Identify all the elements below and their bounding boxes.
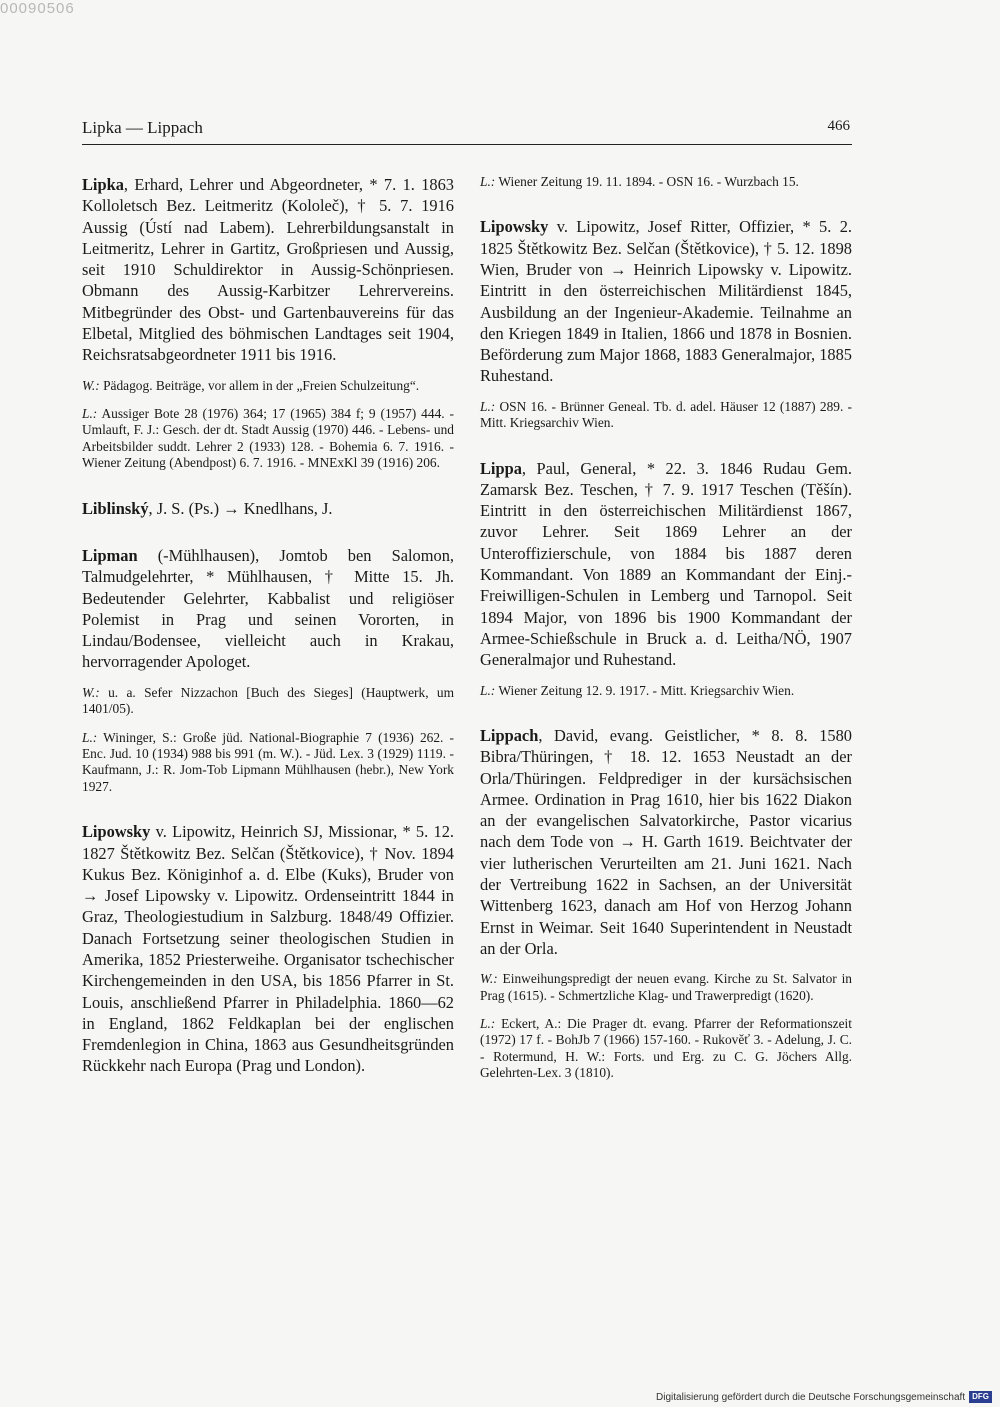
- page-number: 466: [827, 118, 850, 134]
- note-text: u. a. Sefer Nizzachon [Buch des Sieges] (Hauptwerk, um 1401/05).: [82, 684, 454, 717]
- running-head: Lipka — Lippach: [82, 118, 203, 137]
- footer: [656, 1391, 992, 1403]
- note-text: OSN 16. - Brünner Geneal. Tb. d. adel. Häuser 12 (1887) 289. - Mitt. Kriegsarchiv Wien.: [480, 398, 852, 431]
- entry-body: [82, 498, 454, 519]
- entry-text: , Paul, General, * 22. 3. 1846 Rudau Gem. Zamarsk Bez. Teschen, † 7. 9. 1917 Teschen (Těšín). Eintritt in den österreichischen Militärdienst 1867, zuvor Lehrer. Seit 1869 Lehrer an der Unteroffizierschule, von 1884 bis 1887 deren Kommandant. Von 1889 an Kommandant der Einj.-Freiwilligen-Schulen in Lemberg und Tarnopol. Seit 1894 Major, von 1896 bis 1900 Kommandant der Armee-Schießschule in Bruck a. d. Leitha/NÖ, 1907 Generalmajor und Ruhestand.: [480, 458, 852, 670]
- dictionary-entry: [82, 545, 454, 795]
- entry-note: [480, 1016, 852, 1082]
- dictionary-entry: [82, 498, 454, 519]
- entry-note: [480, 399, 852, 432]
- entry-text: , Erhard, Lehrer und Abgeordneter, * 7. 1. 1863 Kolloletsch Bez. Leitmeritz (Kololeč), † 5. 7. 1916 Aussig (Ústí nad Labem). Lehrerbildungsanstalt in Leitmeritz, Lehrer in Gartitz, Großpriesen und Aussig, seit 1910 Schuldirektor in Aussig-Schönpriesen. Obmann des Aussig-Karbitzer Lehrervereins. Mitbegründer des Obst- und Gartenbauvereins für das Elbetal, Mitglied des böhmischen Landtages seit 1904, Reichsratsabgeordneter 1911 bis 1916.: [82, 175, 454, 365]
- right-column: [480, 174, 852, 1108]
- entry-body: [82, 545, 454, 673]
- entry-note: [82, 378, 454, 394]
- note-label: L.:: [480, 682, 496, 698]
- dictionary-entry: [82, 174, 454, 472]
- entry-note: [480, 971, 852, 1004]
- page-header: [82, 118, 852, 145]
- entry-text: v. Lipowitz, Josef Ritter, Offizier, * 5. 2. 1825 Štětkowitz Bez. Selčan (Štětkovice), † 5. 12. 1898 Wien, Bruder von → Heinrich Lipowsky v. Lipowitz. Eintritt in den österreichischen Militärdienst 1845, Ausbildung an der Ingenieur-Akademie. Teilnahme an den Kriegen 1849 in Italien, 1866 und 1878 in Bosnien. Beförderung zum Major 1868, 1883 Generalmajor, 1885 Ruhestand.: [480, 217, 852, 386]
- note-label: L.:: [480, 174, 496, 189]
- entry-note: [480, 174, 852, 190]
- note-text: Wininger, S.: Große jüd. National-Biographie 7 (1936) 262. - Enc. Jud. 10 (1934) 988 bis 991 (m. W.). - Jüd. Lex. 3 (1929) 1119. - Kaufmann, J.: R. Jom-Tob Lipmann Mühlhausen (hebr.), New York 1927.: [82, 729, 454, 794]
- dictionary-entry: [480, 216, 852, 431]
- entry-text: , David, evang. Geistlicher, * 8. 8. 1580 Bibra/Thüringen, † 18. 12. 1653 Neustadt an der Orla/Thüringen. Feldprediger in der kursächsischen Armee. Ordination in Prag 1610, hier bis 1622 Diakon an der evangelischen Salvatorkirche, Pastor vicarius nach dem Tode von → H. Garth 1619. Beichtvater der vier lutherischen Verurteilten am 21. Juni 1621. Nach der Vertreibung 1622 in Sachsen, an der Universität Wittenberg 1623, danach am Hof von Herzog Johann Ernst in Weimar. Seit 1640 Superintendent in Neustadt an der Orla.: [480, 725, 852, 958]
- dfg-logo: DFG: [969, 1391, 992, 1403]
- dictionary-entry: [480, 458, 852, 699]
- note-text: Eckert, A.: Die Prager dt. evang. Pfarrer der Reformationszeit (1972) 17 f. - BohJb 7 (1966) 157-160. - Rukověť 3. - Adelung, J. C. - Rotermund, H. W.: Forts. und Erg. zu C. G. Jöchers Allg. Gelehrten-Lex. 3 (1810).: [480, 1016, 852, 1081]
- note-text: Aussiger Bote 28 (1976) 364; 17 (1965) 384 f; 9 (1957) 444. - Umlauft, F. J.: Gesch. der dt. Stadt Aussig (1970) 446. - Lebens- und Arbeitsbilder suddt. Lehrer 2 (1933) 128. - Bohemia 6. 7. 1916. - Wiener Zeitung (Abendpost) 6. 7. 1916. - MNExKl 39 (1916) 206.: [82, 406, 454, 471]
- note-text: Einweihungspredigt der neuen evang. Kirche zu St. Salvator in Prag (1615). - Schmertzliche Klag- und Trawerpredigt (1620).: [480, 971, 852, 1003]
- dictionary-entry: [480, 174, 852, 190]
- note-text: Pädagog. Beiträge, vor allem in der „Freien Schulzeitung“.: [99, 377, 420, 393]
- dictionary-entry: [82, 821, 454, 1077]
- entry-body: [480, 458, 852, 671]
- dictionary-entry: [480, 725, 852, 1082]
- entry-headword: Lipman: [82, 546, 138, 565]
- entry-note: [480, 683, 852, 699]
- entry-text: v. Lipowitz, Heinrich SJ, Missionar, * 5. 12. 1827 Štětkowitz Bez. Selčan (Štětkovice), † Nov. 1894 Kukus Bez. Königinhof a. d. Elbe (Kuks), Bruder von → Josef Lipowsky v. Lipowitz. Ordenseintritt 1844 in Graz, Theologiestudium in Salzburg. 1848/49 Offizier. Danach Fortsetzung seiner theologischen Studien in Amerika, 1852 Priesterweihe. Organisator tschechischer Kirchengemeinden in den USA, bis 1856 Pfarrer in St. Louis, anschließend Pfarrer in Philadelphia. 1860—62 in England, 1862 Feldkaplan bei der englischen Fremdenlegion in China, 1863 aus Gesundheitsgründen Rückkehr nach Europa (Prag und London).: [82, 822, 454, 1076]
- entry-body: [480, 725, 852, 959]
- entry-headword: Lipka: [82, 175, 124, 194]
- entry-headword: Lipowsky: [480, 217, 549, 237]
- entry-headword: Liblinský: [82, 498, 149, 518]
- entry-headword: Lippa: [480, 458, 522, 478]
- note-text: Wiener Zeitung 12. 9. 1917. - Mitt. Kriegsarchiv Wien.: [495, 682, 795, 698]
- entry-body: [82, 821, 454, 1077]
- left-column: [82, 174, 454, 1103]
- note-label: W.:: [480, 971, 498, 987]
- note-label: L.:: [480, 398, 496, 414]
- entry-body: [480, 216, 852, 386]
- note-label: W.:: [82, 377, 100, 393]
- entry-note: [82, 730, 454, 796]
- entry-body: [82, 174, 454, 366]
- note-label: L.:: [480, 1016, 496, 1032]
- note-label: L.:: [82, 406, 98, 422]
- entry-text: (-Mühlhausen), Jomtob ben Salomon, Talmudgelehrter, * Mühlhausen, † Mitte 15. Jh. Bedeutender Gelehrter, Kabbalist und religiöser Polemist in Prag und seinen Vororten, in Lindau/Bodensee, vielleicht auch in Krakau, hervorragender Apologet.: [82, 546, 454, 672]
- footer-credit: Digitalisierung gefördert durch die Deutsche Forschungsgemeinschaft: [656, 1391, 966, 1403]
- note-text: Wiener Zeitung 19. 11. 1894. - OSN 16. - Wurzbach 15.: [495, 174, 799, 189]
- entry-headword: Lipowsky: [82, 822, 151, 842]
- note-label: W.:: [82, 684, 100, 700]
- entry-headword: Lippach: [480, 725, 539, 745]
- entry-note: [82, 685, 454, 718]
- scan-id: 00090506: [0, 0, 75, 17]
- entry-text: , J. S. (Ps.) → Knedlhans, J.: [148, 498, 333, 518]
- note-label: L.:: [82, 729, 98, 745]
- entry-note: [82, 406, 454, 472]
